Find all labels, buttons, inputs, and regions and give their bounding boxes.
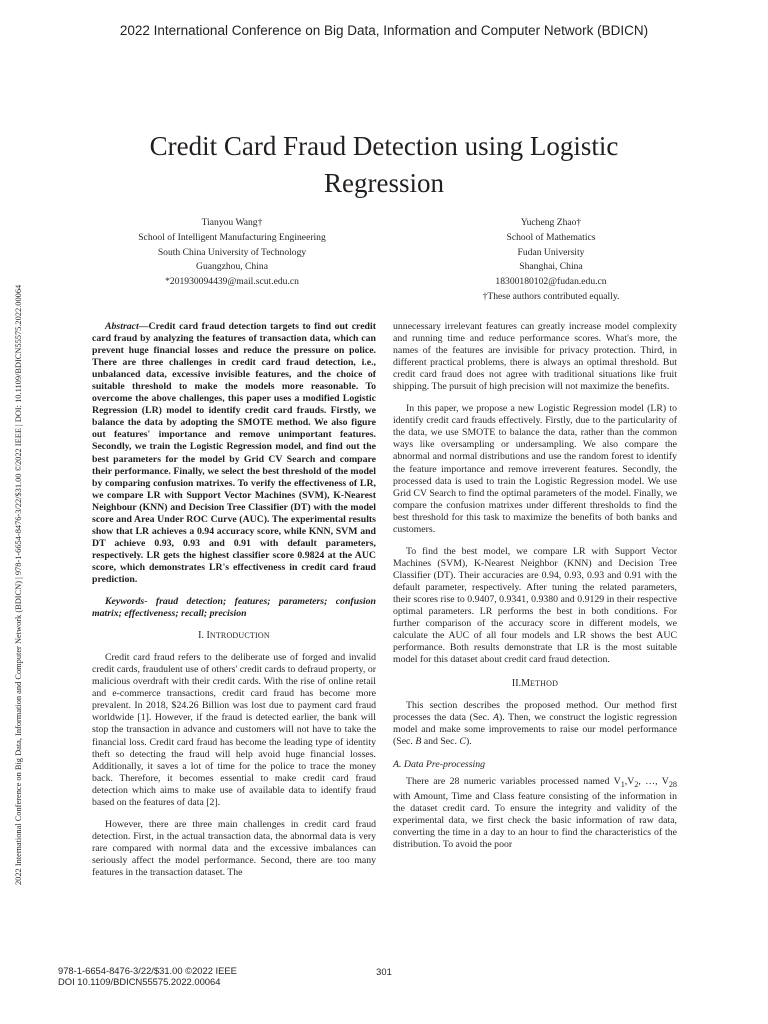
title-line-1: Credit Card Fraud Detection using Logistic	[149, 131, 619, 161]
title-line-2: Regression	[324, 168, 444, 198]
author-affiliation: School of Intelligent Manufacturing Engineering	[138, 231, 326, 243]
intro-paragraph-2: However, there are three main challenges in credit card fraud detection. First, in the actual transaction data, the abnormal data is very rare compared with normal data and the excessive imbalances can seriously affect the model performance. Second, there are too many features in the transaction dataset. The	[92, 818, 376, 878]
equal-contribution-note: †These authors contributed equally.	[482, 290, 620, 302]
author-location: Shanghai, China	[519, 261, 583, 273]
author-name: Tianyou Wang†	[201, 217, 263, 228]
section-heading-method: II.METHOD	[511, 678, 559, 690]
intro-paragraph-1: Credit card fraud refers to the deliberate use of forged and invalid credit cards, fraudulent use of others' credit cards to defraud property, or malicious overdraft with their credit cards. With the rise of online retail and e-commerce transactions, credit card fraud has become more prevalent. In 2018, $24.26 Billion was lost due to payment card fraud worldwide [1]. However, if the fraud is detected earlier, the bank will stop the transaction in advance and customers will not have to take the financial loss. Credit card fraud has become the leading type of identity theft so detecting the fraud will help avoid huge financial losses. Additionally, it saves a lot of time for the police to trace the money back. Therefore, it becomes essential to make credit card fraud detection which aims to make use of available data to identify fraud based on the features of data [2].	[92, 652, 376, 808]
method-paragraph-1: This section describes the proposed method. Our method first processes the data (Sec. A). Then, we construct the logistic regression model and make some improvements to raise our model performance (Sec. B and Sec. C).	[393, 700, 677, 748]
author-email: *201930094439@mail.scut.edu.cn	[165, 276, 299, 288]
author-affiliation: South China University of Technology	[157, 246, 307, 258]
abstract-label: Abstract—	[105, 321, 149, 332]
author-block-2	[410, 216, 692, 305]
author-block-1	[90, 216, 374, 290]
author-affiliation: School of Mathematics	[506, 231, 596, 243]
subsection-heading-data-preprocessing: A. Data Pre-processing	[393, 758, 486, 770]
data-paragraph-1: There are 28 numeric variables processed named $V_1,V_2$, …, $V_{28}$ with Amount, Time and Class feature consisting of the information in the dataset credit card. To ensure the integrity and validity of the experimental data, we first check the basic information of raw data, converting the time in a day to an hour to find the characteristics of the distribution. To avoid the poor	[393, 775, 677, 850]
conference-header: 2022 International Conference on Big Data, Information and Computer Network (BDICN)	[119, 23, 649, 38]
keywords: Keywords- fraud detection; features; parameters; confusion matrix; effectiveness; recall; precision	[92, 596, 376, 620]
author-name: Yucheng Zhao†	[520, 217, 582, 228]
intro-paragraph-3: unnecessary irrelevant features can greatly increase model complexity and running time and reduce performance scores. What's more, the names of the features are invisible for privacy protection. Third, in different practical problems, there is always an optimal threshold. But credit card fraud does not agree with traditional situations like fruit shipping. The pursuit of high precision will not maximize the benefits.	[393, 321, 677, 393]
footer-isbn: 978-1-6654-8476-3/22/$31.00 ©2022 IEEE	[58, 965, 237, 976]
intro-paragraph-4: In this paper, we propose a new Logistic Regression model (LR) to identify credit card frauds effectively. Firstly, due to the particularity of the data, we use SMOTE to balance the data, rather than the common ways like oversampling or undersampling. We also compare the abnormal and normal distributions and use the random forest to identify the feature importance and remove irreverent features. Secondly, the processed data is used to train the Logistic Regression model. We use Grid CV Search to find the optimal parameters of the model. Finally, we compare the confusion matrixes under different thresholds to find the best threshold for this task to maximize the benefits of both banks and customers.	[393, 403, 677, 535]
intro-paragraph-5: To find the best model, we compare LR with Support Vector Machines (SVM), K-Nearest Neighbor (KNN) and Decision Tree Classifier (DT). Their accuracies are 0.94, 0.93, 0.93 and 0.91 with the default parameter, respectively. After tuning the related parameters, their scores rise to 0.9407, 0.9341, 0.9380 and 0.9129 in their respective optimal parameters. LR performs the best in both conditions. For further comparison of the accuracy score in different models, we calculate the AUC of all four models and LR shows the best AUC performance. Both results demonstrate that LR is the most suitable model for this dataset about credit card fraud detection.	[393, 545, 677, 666]
abstract	[92, 321, 376, 586]
paper-title	[100, 128, 668, 202]
side-publication-info: 2022 International Conference on Big Data, Information and Computer Network (BDICN) | 978-1-6654-8476-3/22/$31.00 ©2022 IEEE | DOI: 10.1109/BDICN55575.2022.00064	[14, 284, 23, 885]
author-affiliation: Fudan University	[517, 246, 585, 258]
abstract-text: Credit card fraud detection targets to find out credit card fraud by analyzing the features of transaction data, which can prevent huge financial losses and reduce the pressure on police. There are three challenges in credit card fraud detection, i.e., unbalanced data, excessive invisible features, and the choice of suitable threshold to make the models more reasonable. To overcome the above challenges, this paper uses a modified Logistic Regression (LR) model to identify credit card frauds. Firstly, we balance the data by adopting the SMOTE method. We also figure out features' importance and remove unimportant features. Secondly, we train the Logistic Regression model, and find out the best parameters for the model by Grid CV Search and compare their performance. Finally, we select the best threshold of the model by comparing confusion matrixes. To verify the effectiveness of LR, we compare LR with Support Vector Machines (SVM), K-Nearest Neighbour (KNN) and Decision Tree Classifier (DT) with the model score and Area Under ROC Curve (AUC). The experimental results show that LR achieves a 0.94 accuracy score, while KNN, SVM and DT achieve 0.93, 0.93 and 0.91 with default parameters, respectively. LR gets the highest classifier score 0.9824 at the AUC score, which demonstrates LR's effectiveness in credit card fraud prediction.	[92, 321, 376, 585]
author-location: Guangzhou, China	[196, 261, 268, 273]
right-column	[393, 321, 677, 861]
section-heading-introduction: I. INTRODUCTION	[198, 630, 270, 642]
footer-copyright	[58, 965, 237, 987]
page-number: 301	[376, 966, 392, 977]
footer-doi: DOI 10.1109/BDICN55575.2022.00064	[58, 976, 221, 987]
left-column	[92, 321, 376, 889]
author-email: 18300180102@fudan.edu.cn	[495, 276, 607, 288]
